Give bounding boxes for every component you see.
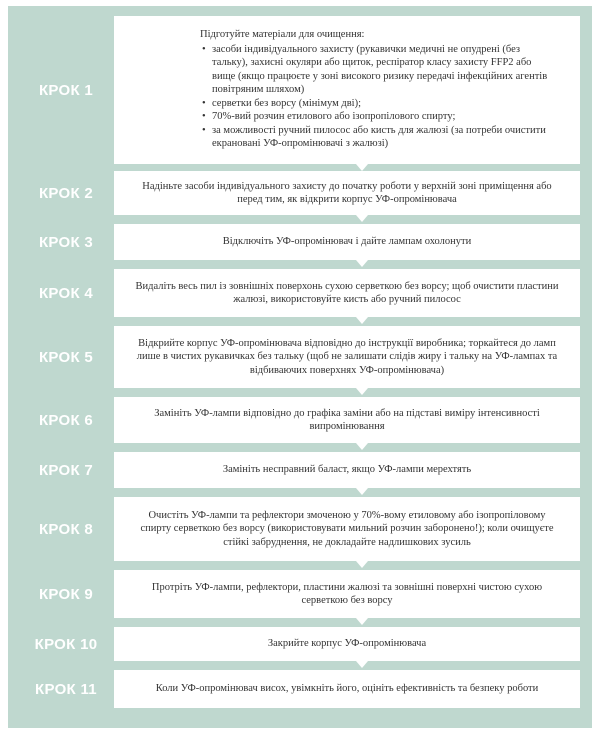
step-label: КРОК 6 bbox=[38, 411, 94, 429]
step-description: Відключіть УФ-опромінювач і дайте лампам охолонути bbox=[114, 224, 580, 260]
arrow-down-icon bbox=[356, 164, 368, 171]
arrow-down-icon bbox=[356, 388, 368, 395]
list-item: • серветки без ворсу (мінімум дві); bbox=[212, 97, 556, 111]
arrow-down-icon bbox=[356, 561, 368, 568]
step-2 bbox=[22, 171, 580, 215]
arrow-down-icon bbox=[356, 661, 368, 668]
list-item: • засоби індивідуального захисту (рукавички медичні не опудрені (без тальку), захисні окуляри або щиток, респіратор класу захисту FFP2 або вище (якщо працюєте у зоні високого ризику передачі інфекційних агентів повітряним шляхом) bbox=[212, 43, 556, 97]
step-11 bbox=[22, 670, 580, 708]
step-7 bbox=[22, 452, 580, 488]
step-label: КРОК 8 bbox=[38, 520, 94, 538]
step-description: Відкрийте корпус УФ-опромінювача відповідно до інструкції виробника; торкайтеся до ламп лише в чистих рукавичках без тальку (щоб не залишати слідів жиру і тальку на УФ-лампах та відбиваючих поверхнях УФ-опромінювача) bbox=[114, 326, 580, 388]
step-label: КРОК 11 bbox=[35, 680, 97, 698]
step-description: Закрийте корпус УФ-опромінювача bbox=[114, 627, 580, 661]
steps-panel bbox=[8, 6, 592, 728]
step-9 bbox=[22, 570, 580, 618]
arrow-down-icon bbox=[356, 618, 368, 625]
step-label: КРОК 1 bbox=[38, 81, 94, 99]
step-description bbox=[114, 16, 580, 164]
step-description: Очистіть УФ-лампи та рефлектори змоченою у 70%-вому етиловому або ізопропіловому спирту серветкою без ворсу (використовувати мильний розчин заборонено!); коли очищуєте стійкі забруднення, не докладайте надлишкових зусиль bbox=[114, 497, 580, 561]
step-description: Коли УФ-опромінювач висох, увімкніть його, оцініть ефективність та безпеку роботи bbox=[114, 670, 580, 708]
step-8 bbox=[22, 497, 580, 561]
step-1 bbox=[22, 16, 580, 164]
list-item: • 70%-вий розчин етилового або ізопропілового спирту; bbox=[212, 110, 556, 124]
step-description: Видаліть весь пил із зовнішніх поверхонь сухою серветкою без ворсу; щоб очистити пластини жалюзі, використовуйте кисть або ручний пилосос bbox=[114, 269, 580, 317]
step-label: КРОК 5 bbox=[38, 348, 94, 366]
step-10 bbox=[22, 627, 580, 661]
arrow-down-icon bbox=[356, 215, 368, 222]
step-label: КРОК 3 bbox=[38, 233, 94, 251]
arrow-down-icon bbox=[356, 260, 368, 267]
step-5 bbox=[22, 326, 580, 388]
list-item: • за можливості ручний пилосос або кисть для жалюзі (за потреби очистити екрановані УФ-опромінювачі з жалюзі) bbox=[212, 124, 556, 151]
materials-list bbox=[200, 43, 556, 151]
arrow-down-icon bbox=[356, 317, 368, 324]
step-intro: Підготуйте матеріали для очищення: bbox=[200, 29, 365, 40]
arrow-down-icon bbox=[356, 443, 368, 450]
step-label: КРОК 9 bbox=[38, 585, 94, 603]
step-label: КРОК 7 bbox=[38, 461, 94, 479]
step-description: Надіньте засоби індивідуального захисту до початку роботи у верхній зоні приміщення або перед тим, як відкрити корпус УФ-опромінювача bbox=[114, 171, 580, 215]
step-description: Замініть УФ-лампи відповідно до графіка заміни або на підставі виміру інтенсивності випромінювання bbox=[114, 397, 580, 443]
arrow-down-icon bbox=[356, 488, 368, 495]
step-description: Протріть УФ-лампи, рефлектори, пластини жалюзі та зовнішні поверхні чистою сухою серветкою без ворсу bbox=[114, 570, 580, 618]
step-label: КРОК 10 bbox=[34, 635, 98, 653]
step-description: Замініть несправний баласт, якщо УФ-лампи мерехтять bbox=[114, 452, 580, 488]
step-3 bbox=[22, 224, 580, 260]
step-6 bbox=[22, 397, 580, 443]
step-label: КРОК 4 bbox=[38, 284, 94, 302]
step-label: КРОК 2 bbox=[38, 184, 94, 202]
step-4 bbox=[22, 269, 580, 317]
